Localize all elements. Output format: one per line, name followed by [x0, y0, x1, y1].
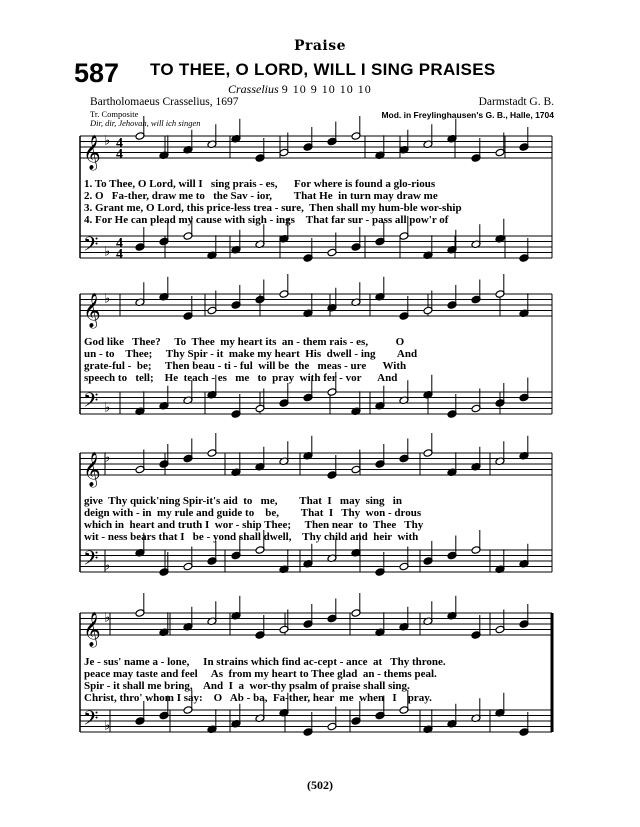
original-first-line: Dir, dir, Jehovah, will ich singen — [90, 118, 201, 128]
lyric-line: 1. To Thee, O Lord, will I sing prais - es, For where is found a glo-rious — [84, 178, 436, 190]
translator: Tr. Composite — [90, 109, 139, 119]
flat-sign: ♭ — [104, 558, 111, 574]
system-3-lyrics — [84, 495, 556, 543]
hymn-title: TO THEE, O LORD, WILL I SING PRAISES — [150, 60, 496, 79]
lyric-line: un - to Thee; Thy Spir - it make my heart His dwell - ing And — [84, 348, 418, 360]
treble-clef: 𝄞 — [83, 612, 101, 647]
lyric-line: which in heart and truth I wor - ship Thee; Then near to Thee Thy — [84, 519, 424, 531]
lyric-line: Christ, thro' whom I say: O Ab - ba, Fa-ther, hear me when I pray. — [84, 692, 432, 704]
lyric-line: 4. For He can plead my cause with sigh - ings That far sur - pass all pow'r of — [84, 214, 449, 226]
bass-clef: 𝄢 — [83, 232, 99, 261]
time-signature: 4 — [116, 136, 123, 151]
hymn-number: 587 — [74, 58, 120, 88]
flat-sign: ♭ — [104, 291, 111, 307]
flat-sign: ♭ — [104, 244, 111, 260]
time-signature: 4 — [116, 147, 123, 162]
flat-sign: ♭ — [104, 133, 111, 149]
treble-clef: 𝄞 — [83, 452, 101, 487]
lyric-line: 3. Grant me, O Lord, this price-less trea - sure, Then shall my hum-ble wor-ship — [84, 202, 462, 214]
meter: 9 10 9 10 10 10 — [281, 82, 372, 96]
tune-modification-credit: Mod. in Freylinghausen's G. B., Halle, 1704 — [381, 110, 554, 120]
treble-clef: 𝄞 — [83, 135, 101, 170]
system-1-lyrics — [84, 178, 556, 226]
lyric-line: give Thy quick'ning Spir-it's aid to me, That I may sing in — [84, 495, 402, 507]
tune-source-credit: Darmstadt G. B. — [478, 96, 554, 108]
lyric-line: Je - sus' name a - lone, In strains which find ac-cept - ance at Thy throne. — [84, 656, 446, 668]
treble-clef: 𝄞 — [83, 293, 101, 328]
lyric-line: God like Thee? To Thee my heart its an - them rais - es, O — [84, 336, 405, 348]
bass-clef: 𝄢 — [83, 546, 99, 575]
system-2-lyrics — [84, 336, 556, 384]
lyric-line: deign with - in my rule and guide to be, That I Thy won - drous — [84, 507, 422, 519]
lyric-line: grate-ful - be; Then beau - ti - ful will be the meas - ure With — [84, 360, 407, 372]
flat-sign: ♭ — [104, 400, 111, 416]
lyric-line: 2. O Fa-ther, draw me to the Sav - ior, That He in turn may draw me — [84, 190, 438, 202]
system-4-lyrics — [84, 656, 556, 704]
bass-clef: 𝄢 — [83, 388, 99, 417]
section-heading: Praise — [293, 38, 347, 54]
time-signature: 4 — [116, 236, 123, 251]
lyric-line: speech to tell; He teach - es me to pray with fer - vor And — [84, 372, 398, 384]
bass-clef: 𝄢 — [83, 706, 99, 735]
time-signature: 4 — [116, 247, 123, 262]
flat-sign: ♭ — [104, 450, 111, 466]
page-number: (502) — [307, 778, 333, 792]
tune-name: Crasselius — [228, 82, 279, 96]
flat-sign: ♭ — [104, 610, 111, 626]
lyric-line: wit - ness bears that I be - yond shall dwell, Thy child and heir with — [84, 531, 419, 543]
lyric-line: peace may taste and feel As from my heart to Thee glad an - thems peal. — [84, 668, 437, 680]
lyric-line: Spir - it shall me bring, And I a wor-thy psalm of praise shall sing. — [84, 680, 410, 692]
author-credit: Bartholomaeus Crasselius, 1697 — [90, 96, 239, 108]
flat-sign: ♭ — [104, 718, 111, 734]
